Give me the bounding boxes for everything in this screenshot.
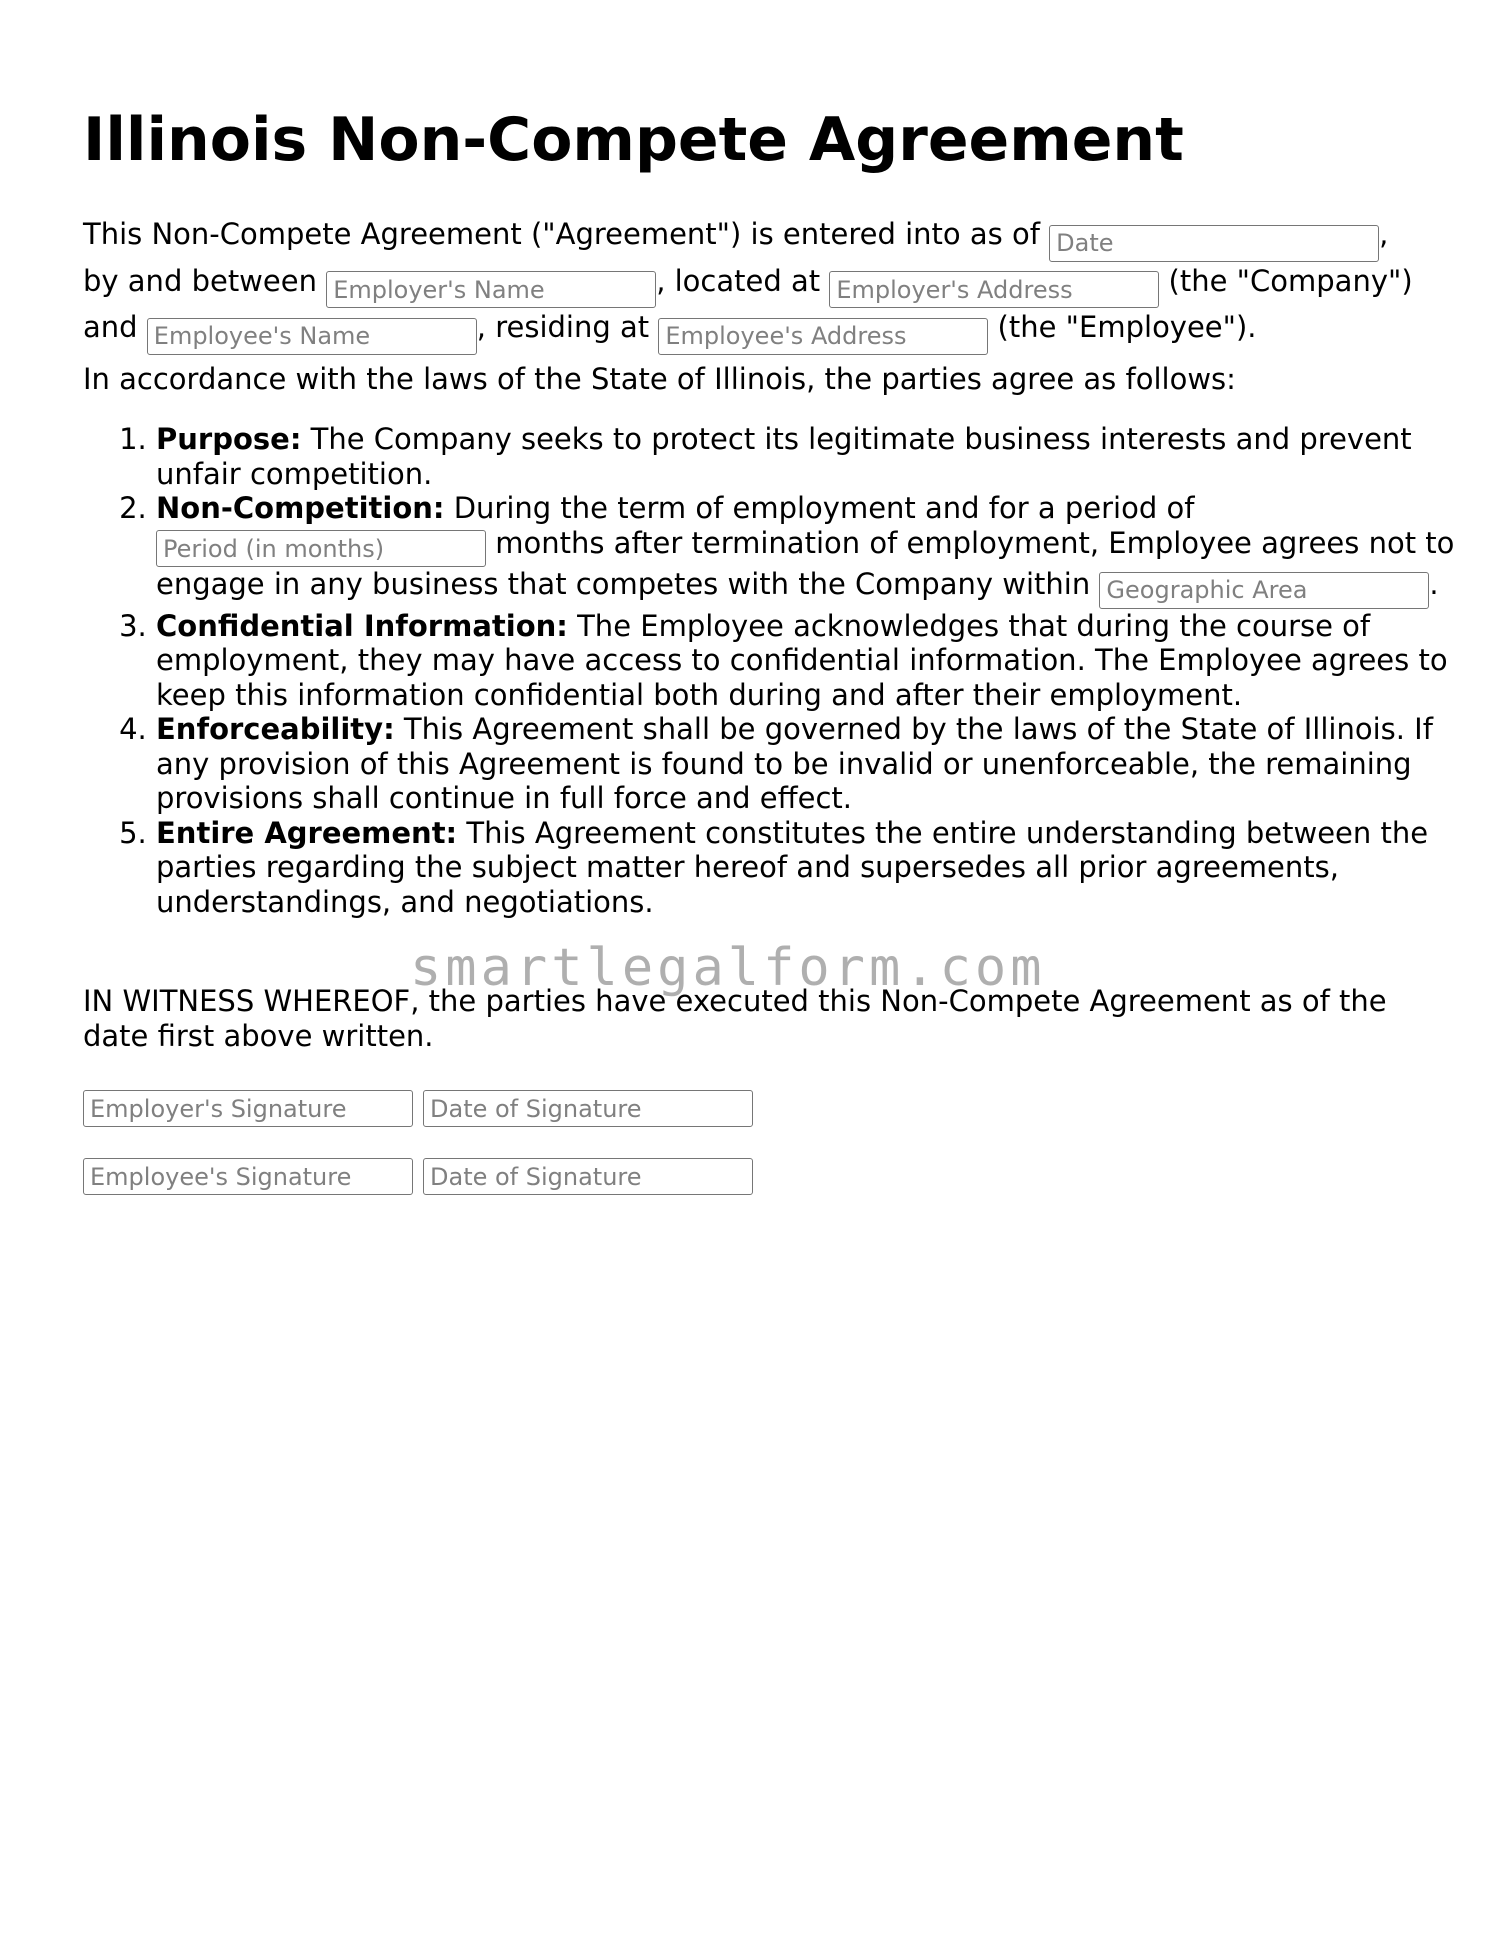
geographic-area-input[interactable] [1099, 572, 1429, 609]
employer-name-input[interactable] [326, 271, 656, 308]
terms-list [83, 422, 1486, 919]
employer-signature-input[interactable] [83, 1090, 413, 1127]
term-text: . [1429, 567, 1439, 601]
employer-signature-row [83, 1090, 753, 1127]
period-input[interactable] [156, 530, 486, 567]
term-enforceability [156, 712, 1486, 816]
intro-paragraph [83, 215, 1413, 355]
term-text: The Company seeks to protect its legitimate business interests and prevent unfair competition. [156, 422, 1412, 491]
watermark-text: smartlegalform.com [410, 938, 1046, 998]
employer-signature-date-input[interactable] [423, 1090, 753, 1127]
intro-text-1: This Non-Compete Agreement ("Agreement") is entered into as of [83, 217, 1050, 251]
employee-signature-input[interactable] [83, 1158, 413, 1195]
term-heading: Non-Competition: [156, 491, 445, 525]
term-text: This Agreement constitutes the entire understanding between the parties regarding the subject matter hereof and supersedes all prior agreements, understandings, and negotiations. [156, 815, 1429, 919]
intro-text-6: (the "Employee"). [988, 310, 1257, 344]
employee-name-input[interactable] [147, 318, 477, 355]
term-heading: Enforceability: [156, 712, 395, 746]
employee-address-input[interactable] [658, 318, 988, 355]
intro-text-2: , by and between [83, 217, 1389, 298]
term-confidential-information [156, 609, 1486, 713]
employee-signature-date-input[interactable] [423, 1158, 753, 1195]
term-text: During the term of employment and for a period of [444, 491, 1195, 525]
intro-text-5: , residing at [476, 310, 659, 344]
term-text: The Employee acknowledges that during the course of employment, they may have access to confidential information. The Employee agrees to keep this information confidential both during and after their employment. [156, 608, 1448, 712]
term-heading: Purpose: [156, 422, 302, 456]
accordance-paragraph: In accordance with the laws of the State of Illinois, the parties agree as follows: [83, 362, 1236, 396]
term-heading: Entire Agreement: [156, 815, 458, 850]
date-input[interactable] [1049, 225, 1379, 262]
employer-address-input[interactable] [829, 271, 1159, 308]
term-text: This Agreement shall be governed by the laws of the State of Illinois. If any provision of this Agreement is found to be invalid or unenforceable, the remaining provisions shall continue in full force and effect. [156, 712, 1433, 815]
employee-signature-row [83, 1158, 753, 1195]
term-text: months after termination of employment, Employee agrees not to engage in any business that competes with the Company within [156, 525, 1455, 601]
term-heading: Confidential Information: [156, 608, 568, 643]
witness-paragraph: IN WITNESS WHEREOF, the parties have executed this Non-Compete Agreement as of the date first above written. [83, 984, 1387, 1053]
intro-text-3: , located at [656, 263, 830, 298]
intro-text-4: (the "Company") and [83, 263, 1413, 344]
document-title: Illinois Non-Compete Agreement [83, 105, 1184, 175]
term-entire-agreement [156, 816, 1486, 920]
term-purpose [156, 422, 1486, 491]
term-non-competition [156, 491, 1486, 609]
